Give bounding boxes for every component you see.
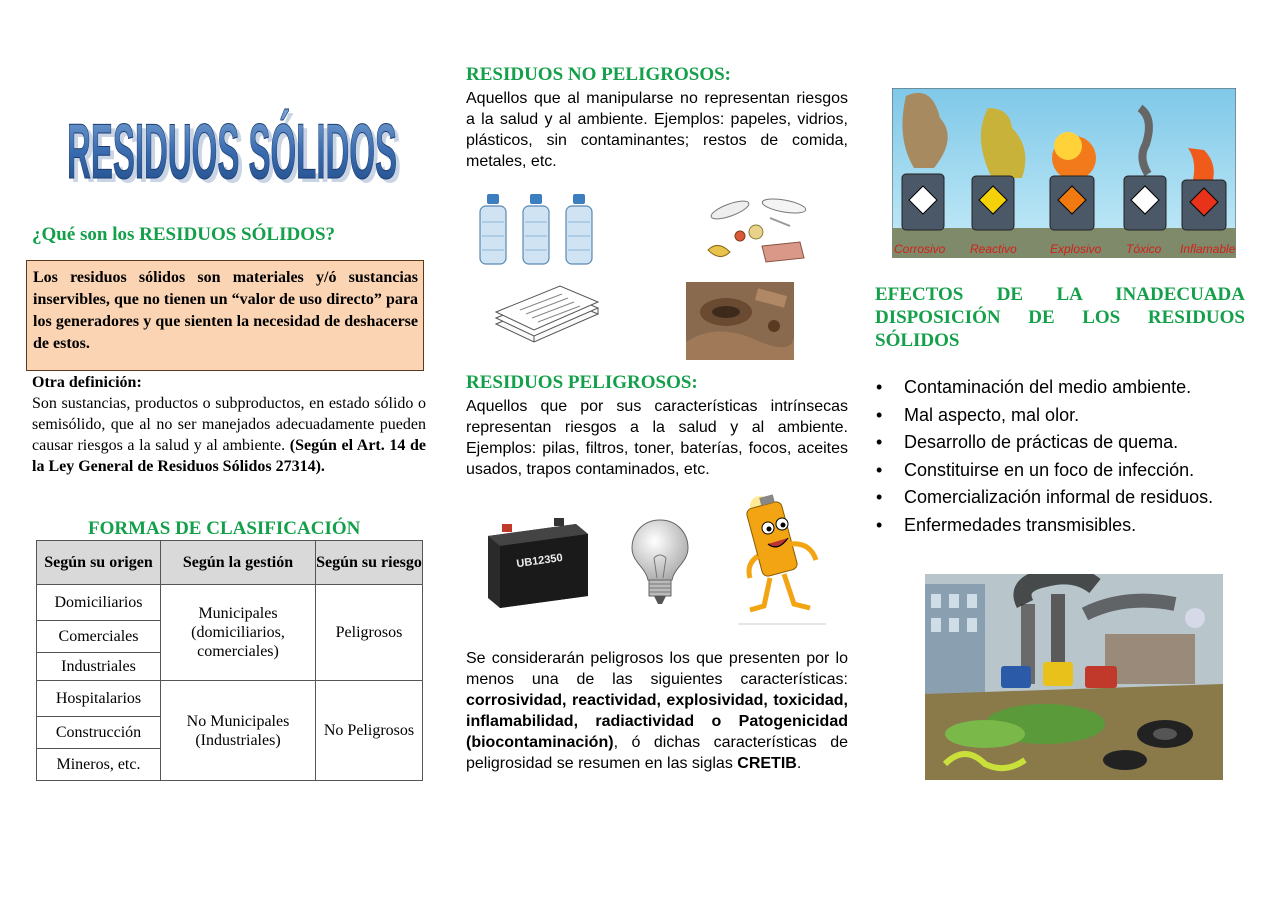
origin-cell: Domiciliarios (37, 585, 161, 621)
header-management: Según la gestión (161, 541, 316, 585)
management-cell: Municipales (domiciliarios, comerciales) (161, 585, 316, 681)
hazardous-text: Aquellos que por sus características intrínsecas representan riesgos a la salud y al ambiente. Ejemplos: pilas, filtros, toner, baterías, focos, aceites usados, trapos contaminados, etc. (466, 398, 848, 478)
management-cell: No Municipales (Industriales) (161, 681, 316, 781)
definition-text: Los residuos sólidos son materiales y/ó sustancias inservibles, que no tienen un “valor de uso directo” para los generadores y que sienten la necesidad de deshacerse de estos. (33, 269, 418, 352)
list-item: • Enfermedades transmisibles. (876, 512, 1256, 540)
page-title-shadow: RESIDUOS SÓLIDOS (71, 111, 401, 192)
car-battery-image (480, 516, 592, 612)
effects-heading: EFECTOS DE LA INADECUADA DISPOSICIÓN DE LOS RESIDUOS SÓLIDOS (875, 284, 1245, 351)
classification-heading: FORMAS DE CLASIFICACIÓN (88, 518, 361, 539)
non-hazardous-heading: RESIDUOS NO PELIGROSOS: (466, 64, 732, 85)
other-definition (32, 372, 426, 477)
hazard-barrels-image (892, 88, 1236, 258)
risk-cell: No Peligrosos (316, 681, 423, 781)
sign-label-flammable: Inflamable (1180, 242, 1236, 256)
origin-cell: Mineros, etc. (37, 749, 161, 781)
effects-list (876, 374, 1256, 539)
header-origin: Según su origen (37, 541, 161, 585)
list-item: • Comercialización informal de residuos. (876, 484, 1256, 512)
cretib-characteristics: corrosividad, reactividad, explosividad, toxicidad, inflamabilidad, radiactividad o Patogenicidad (biocontaminación) (466, 692, 848, 751)
cretib-mid: , ó dichas características de peligrosidad se resumen en las siglas (466, 734, 848, 772)
battery-cartoon-image (736, 494, 828, 626)
cretib-intro: Se considerarán peligrosos los que presenten por lo menos una de las siguientes características: (466, 650, 848, 688)
table-row (37, 681, 423, 717)
origin-cell: Comerciales (37, 621, 161, 653)
plastic-bottles-image (474, 192, 600, 266)
table-header-row (37, 541, 423, 585)
hazardous-heading: RESIDUOS PELIGROSOS: (466, 372, 698, 393)
sign-label-corrosive: Corrosivo (894, 242, 946, 256)
classification-table (36, 540, 423, 781)
list-item: • Mal aspecto, mal olor. (876, 402, 1256, 430)
table-row (37, 585, 423, 621)
non-hazardous-text: Aquellos que al manipularse no representan riesgos a la salud y al ambiente. Ejemplos: papeles, vidrios, plásticos, sin contaminantes; restos de comida, metales, etc. (466, 90, 848, 170)
sign-label-reactive: Reactivo (970, 242, 1017, 256)
other-definition-label: Otra definición: (32, 374, 142, 391)
cretib-end: . (796, 755, 802, 772)
sign-label-toxic: Tóxico (1126, 242, 1162, 256)
food-scraps-image (700, 192, 812, 268)
origin-cell: Hospitalarios (37, 681, 161, 717)
header-risk: Según su riesgo (316, 541, 423, 585)
what-are-heading: ¿Qué son los RESIDUOS SÓLIDOS? (32, 224, 336, 245)
pollution-scene-image (925, 574, 1223, 780)
origin-cell: Industriales (37, 653, 161, 681)
list-item: • Contaminación del medio ambiente. (876, 374, 1256, 402)
origin-cell: Construcción (37, 717, 161, 749)
law-reference: (Según el Art. 14 de la Ley General de Residuos Sólidos 27314). (32, 437, 426, 475)
metal-scrap-image (686, 282, 794, 360)
sign-label-explosive: Explosivo (1050, 242, 1102, 256)
list-item: • Constituirse en un foco de infección. (876, 457, 1256, 485)
risk-cell: Peligrosos (316, 585, 423, 681)
other-definition-text: Son sustancias, productos o subproductos, en estado sólido o semisólido, que al no ser manejados adecuadamente pueden causar riesgos a la salud y al ambiente. (32, 395, 426, 454)
definition-box (26, 260, 424, 371)
cretib-acronym: CRETIB (737, 755, 797, 772)
page-title-text: RESIDUOS SÓLIDOS (67, 107, 397, 192)
newspapers-image (490, 284, 602, 348)
cretib-text (466, 648, 848, 774)
battery-label: UB12350 (515, 551, 564, 571)
light-bulb-image (630, 518, 690, 608)
page-title (62, 96, 402, 192)
list-item: • Desarrollo de prácticas de quema. (876, 429, 1256, 457)
